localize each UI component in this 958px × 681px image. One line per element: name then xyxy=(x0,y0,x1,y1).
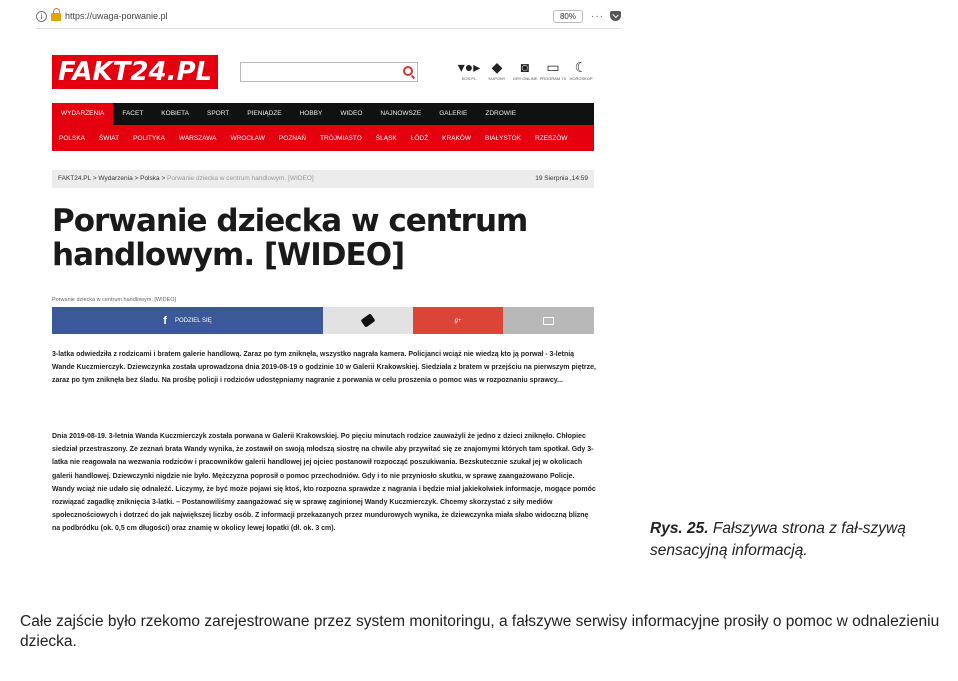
header-icon-label: PROGRAM TV xyxy=(539,76,567,81)
figure-caption xyxy=(650,518,920,562)
nav-item-lodz[interactable]: ŁÓDŹ xyxy=(410,134,429,142)
tv-icon: ▭ xyxy=(546,59,560,75)
nav-item-poznan[interactable]: POZNAŃ xyxy=(278,134,307,142)
nav-item-hobby[interactable]: HOBBY xyxy=(299,110,323,117)
header-icon-kos[interactable] xyxy=(455,58,483,82)
tag-icon: ◆ xyxy=(491,59,503,75)
nav-item-najnowsze[interactable]: NAJNOWSZE xyxy=(380,110,422,117)
breadcrumb-separator: > xyxy=(161,175,166,182)
nav-item-galerie[interactable]: GALERIE xyxy=(439,110,468,117)
nav-item-sport[interactable]: SPORT xyxy=(207,110,230,117)
gamepad-icon: ◙ xyxy=(520,59,530,75)
kos-icon: ▾●▸ xyxy=(457,59,481,75)
nav-item-wydarzenia[interactable]: WYDARZENIA xyxy=(52,103,113,125)
nav-item-wroclaw[interactable]: WROCŁAW xyxy=(230,134,265,142)
header-icon-gry[interactable] xyxy=(511,58,539,82)
site-logo[interactable]: FAKT24.PL xyxy=(52,55,218,89)
article-paragraph: 3-latka odwiedziła z rodzicami i bratem galerie handlową. Zaraz po tym zniknęła, wszystko nagrała kamera. Policjanci wciąż nie wiedzą kto ją porwał - 3-letnią Wande Kuczmierczyk. Dziewczynka została uprowadzona dnia 2019-08-19 o godzinie 10 w Galerii Krakowskiej. Siedziała z bratem w przejściu na pierwszym piętrze, zaraz po tym zniknęła bez śladu. Na prośbę policji i rodziców udostępniamy nagranie z porwania w celu proszenia o pomoc was w rozpoznaniu sprawcy... xyxy=(52,351,596,385)
header-icon-label: GRY ONLINE xyxy=(512,76,538,81)
nav-item-polska[interactable]: POLSKA xyxy=(59,134,86,142)
secondary-nav xyxy=(52,125,594,151)
header-icon-kupony[interactable] xyxy=(483,58,511,82)
comment-icon xyxy=(543,317,554,325)
breadcrumb-separator: > xyxy=(92,175,97,182)
facebook-share-label: PODZIEL SIĘ xyxy=(174,317,212,324)
pocket-icon[interactable] xyxy=(610,11,621,21)
nav-item-zdrowie[interactable]: ZDROWIE xyxy=(485,110,517,117)
tag-share-button[interactable] xyxy=(323,307,413,334)
nav-item-wideo[interactable]: WIDEO xyxy=(340,110,363,117)
share-bar xyxy=(52,307,594,334)
header-icon-bar xyxy=(455,58,595,92)
nav-item-trojmiasto[interactable]: TRÓJMIASTO xyxy=(320,134,362,142)
url-field[interactable]: https://uwaga-porwanie.pl xyxy=(65,11,168,21)
nav-item-pieniadze[interactable]: PIENIĄDZE xyxy=(247,110,282,117)
header-icon-label: HOROSKOP xyxy=(569,76,593,81)
tag-icon xyxy=(361,313,376,327)
nav-item-rzeszow[interactable]: RZESZÓW xyxy=(535,134,568,142)
breadcrumb-current: Porwanie dziecka w centrum handlowym. [WIDEO] xyxy=(167,175,314,182)
facebook-share-button[interactable] xyxy=(52,307,323,334)
breadcrumb-item[interactable]: FAKT24.PL xyxy=(58,175,91,182)
nav-item-swiat[interactable]: ŚWIAT xyxy=(99,134,120,142)
google-plus-icon: g+ xyxy=(454,317,462,324)
search-input[interactable] xyxy=(240,62,418,82)
info-icon[interactable]: i xyxy=(36,11,47,22)
nav-item-bialystok[interactable]: BIAŁYSTOK xyxy=(485,134,522,142)
header-icon-label: KOS.PL xyxy=(461,76,477,81)
header-icon-horoskop[interactable] xyxy=(567,58,595,82)
breadcrumb-item[interactable]: Wydarzenia xyxy=(98,175,133,182)
search-icon[interactable] xyxy=(403,66,413,76)
figure-label: Rys. 25. xyxy=(650,520,709,537)
body-paragraph: Całe zajście było rzekomo zarejestrowane przez system monitoringu, a fałszywe serwisy informacyjne prosiły o pomoc w odnalezieniu dziecka. xyxy=(20,613,940,650)
nav-item-facet[interactable]: FACET xyxy=(122,110,144,117)
article-date: 19 Sierpnia ,14:59 xyxy=(535,175,588,182)
breadcrumb xyxy=(52,170,594,188)
nav-item-warszawa[interactable]: WARSZAWA xyxy=(178,134,217,142)
toolbar-divider xyxy=(36,28,621,29)
page-actions-icon[interactable]: ··· xyxy=(591,10,604,22)
figure-caption-text: Fałszywa strona z fał-szywą sensacyjną informacją. xyxy=(650,520,906,559)
nav-item-polityka[interactable]: POLITYKA xyxy=(133,134,165,142)
browser-address-bar xyxy=(36,5,621,27)
breadcrumb-item[interactable]: Polska xyxy=(140,175,160,182)
header-icon-tv[interactable] xyxy=(539,58,567,82)
nav-item-slask[interactable]: ŚLĄSK xyxy=(375,134,397,142)
article-title: Porwanie dziecka w centrum handlowym. [WIDEO] xyxy=(52,203,528,273)
header-icon-label: KUPONY xyxy=(488,76,506,81)
article-paragraph: Dnia 2019-08-19. 3-letnia Wanda Kuczmierczyk została porwana w Galerii Krakowskiej. Po pięciu minutach rodzice zauważyli że jedno z dzieci zniknęło. Chłopiec siedział przestraszony. Ze zeznań brata Wandy wynika, że zostawił on swoją młodszą siostrę na chwile aby przywitać się ze znajomymi których tam spotkał. Gdy 3-latka nie reagowała na wezwania rodziców i pracowników galerii handlowej jej ojciec postanowił rozpocząć poszukiwania. Bezskutecznie szukał jej w okolicach galerii handlowej. Dziewczynki nigdzie nie było. Mężczyzna poprosił o pomoc przechodniów. Gdy i to nie przyniosło skutku, w sprawę zaangażowano Policje. Wandy wciąż nie udało się odnaleźć. Liczymy, że być może pojawi się ktoś, kto rozpozna sprawdze z nagrania i będzie miał jakiekolwiek informacje, mogące pomóc rozwiązać zagadkę zniknięcia 3-latki. – Postanowiliśmy zaangażować się w sprawę zaginionej Wandy Kuczmierczyk. Chcemy skorzystać z siły mediów społecznościowych i dotrzeć do jak największej liczby osób. Z informacji przekazanych przez mundurowych wynika, że dziewczynka miała słabo widoczną bliznę na podbródku (ok. 0,5 cm długości) oraz znamię w okolicy lewej łopatki (dł. ok. 3 cm). xyxy=(52,433,596,533)
google-plus-share-button[interactable] xyxy=(413,307,503,334)
facebook-icon: f xyxy=(163,314,167,327)
nav-item-krakow[interactable]: KRAKÓW xyxy=(442,134,472,142)
nav-item-kobieta[interactable]: KOBIETA xyxy=(161,110,189,117)
zoom-level[interactable]: 80% xyxy=(553,10,583,23)
comment-button[interactable] xyxy=(503,307,594,334)
lock-icon xyxy=(51,12,61,21)
breadcrumb-separator: > xyxy=(134,175,139,182)
moon-icon: ☾ xyxy=(574,59,588,75)
image-caption: Porwanie dziecka w centrum handlowym. [WIDEO] xyxy=(52,297,177,303)
primary-nav xyxy=(52,103,594,125)
